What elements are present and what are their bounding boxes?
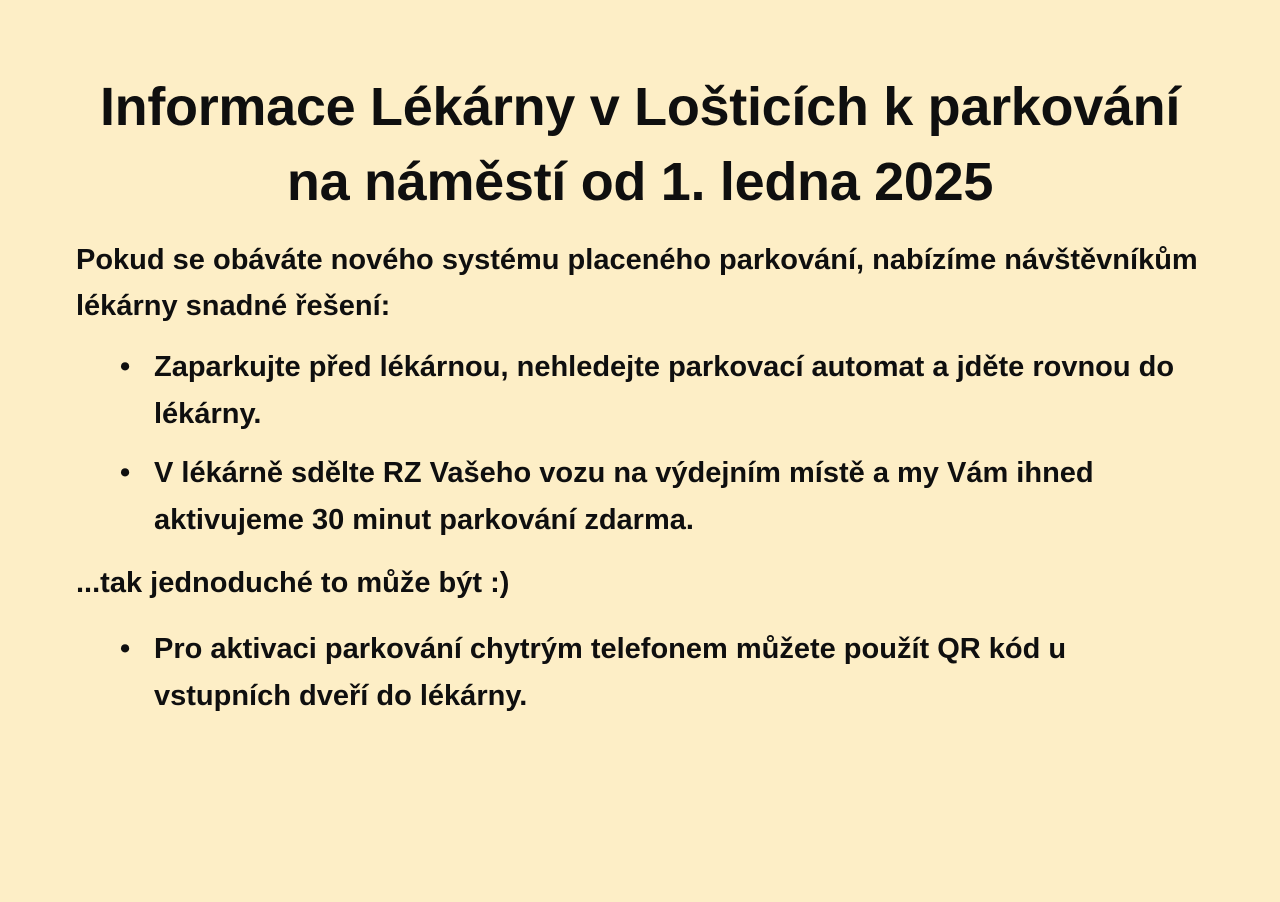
list-item <box>72 450 1208 544</box>
page-title: Informace Lékárny v Lošticích k parkování na náměstí od 1. ledna 2025 <box>99 77 1181 212</box>
list-item-label: V lékárně sdělte RZ Vašeho vozu na výdejním místě a my Vám ihned aktivujeme 30 minut parkování zdarma. <box>154 456 1094 536</box>
intro-paragraph: Pokud se obáváte nového systému placeného parkování, nabízíme návštěvníkům lékárny snadné řešení: <box>76 244 1198 323</box>
bullet-icon: • <box>120 456 131 489</box>
list-item <box>72 626 1208 720</box>
list-item-label: Zaparkujte před lékárnou, nehledejte parkovací automat a jděte rovnou do lékárny. <box>154 350 1175 430</box>
bullet-list-primary <box>72 344 1208 544</box>
list-item-label: Pro aktivaci parkování chytrým telefonem můžete použít QR kód u vstupních dveří do lékárny. <box>154 633 1067 713</box>
bullet-icon: • <box>120 350 131 383</box>
bullet-list-secondary <box>72 626 1208 720</box>
bullet-icon: • <box>120 633 131 666</box>
closing-paragraph: ...tak jednoduché to může být :) <box>76 566 510 599</box>
list-item <box>72 344 1208 438</box>
